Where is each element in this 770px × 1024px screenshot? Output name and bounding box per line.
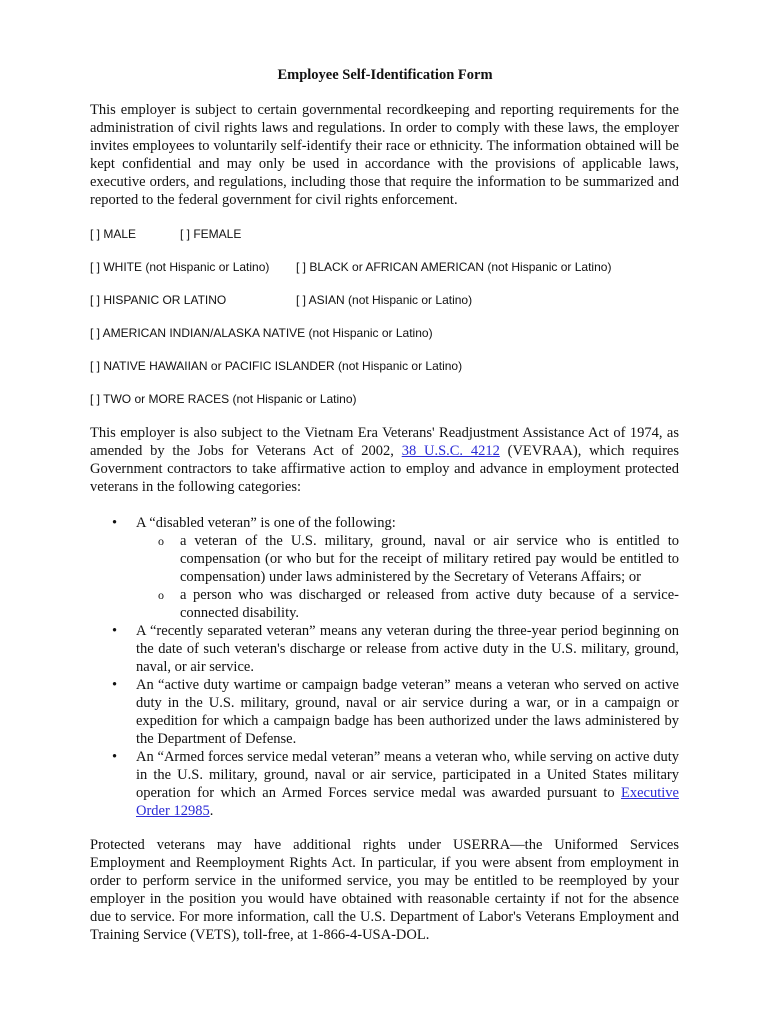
form-title: Employee Self-Identification Form <box>277 67 493 83</box>
disabled-veteran-text: A “disabled veteran” is one of the following: <box>136 515 396 531</box>
list-item-active-duty <box>90 676 679 748</box>
option-female[interactable]: [ ] FEMALE <box>180 227 242 241</box>
option-two-or-more[interactable]: [ ] TWO or MORE RACES (not Hispanic or Latino) <box>90 392 357 406</box>
sub-list-item <box>136 532 679 586</box>
veterans-intro-text-before: This employer is also subject to the Vietnam Era Veterans' Readjustment Assistance Act of 1974, as amended by the Jobs for Veterans Act of 2002, <box>90 425 679 460</box>
disabled-veteran-sublist <box>136 532 679 622</box>
circle-bullet-icon: o <box>158 534 164 548</box>
circle-bullet-icon: o <box>158 588 164 602</box>
option-asian[interactable]: [ ] ASIAN (not Hispanic or Latino) <box>296 293 473 307</box>
medal-veteran-text-before: An “Armed forces service medal veteran” means a veteran who, while serving on active duty in the U.S. military, ground, naval or air service, participated in a United States military operation for which an Armed Forces service medal was awarded pursuant to <box>136 749 679 801</box>
medal-veteran-text-after: . <box>209 803 214 819</box>
list-item-disabled-veteran <box>90 514 679 622</box>
option-american-indian[interactable]: [ ] AMERICAN INDIAN/ALASKA NATIVE (not Hispanic or Latino) <box>90 326 433 340</box>
bullet-icon: • <box>112 677 118 693</box>
list-item-recently-separated <box>90 622 679 676</box>
veterans-intro-text-after: (VEVRAA), which requires Government contractors to take affirmative action to employ and advance in employment protected veterans in the following categories: <box>90 443 679 496</box>
intro-paragraph: This employer is subject to certain governmental recordkeeping and reporting requirements for the administration of civil rights laws and regulations. In order to comply with these laws, the employer invites employees to voluntarily self-identify their race or ethnicity. The information obtained will be kept confidential and may only be used in accordance with the provisions of applicable laws, executive orders, and regulations, including those that require the information to be summarized and reported to the federal government for civil rights enforcement. <box>90 102 679 209</box>
option-native-hawaiian[interactable]: [ ] NATIVE HAWAIIAN or PACIFIC ISLANDER (not Hispanic or Latino) <box>90 359 463 373</box>
sub-list-item <box>136 586 679 622</box>
active-duty-text: An “active duty wartime or campaign badge veteran” means a veteran who served on active duty in the U.S. military, ground, naval or air service during a war, or in a campaign or expedition for which a campaign badge has been authorized under the laws administered by the Department of Defense. <box>136 677 679 747</box>
sub-item-text: a person who was discharged or released from active duty because of a service-connected disability. <box>180 587 679 621</box>
bullet-icon: • <box>112 749 118 765</box>
veteran-categories-list <box>90 514 679 820</box>
option-hispanic[interactable]: [ ] HISPANIC OR LATINO <box>90 293 227 307</box>
usc-4212-link[interactable]: 38 U.S.C. 4212 <box>401 443 500 460</box>
option-white[interactable]: [ ] WHITE (not Hispanic or Latino) <box>90 260 270 274</box>
bullet-icon: • <box>112 515 118 531</box>
sub-item-text: a veteran of the U.S. military, ground, naval or air service who is entitled to compensation (or who but for the receipt of military retired pay would be entitled to compensation) under laws administered by the Secretary of Veterans Affairs; or <box>180 533 679 585</box>
bullet-icon: • <box>112 623 118 639</box>
recently-separated-text: A “recently separated veteran” means any veteran during the three-year period beginning on the date of such veteran's discharge or release from active duty in the U.S. military, ground, naval, or air service. <box>136 623 679 675</box>
executive-order-link[interactable]: Executive Order 12985 <box>136 785 679 819</box>
userra-paragraph: Protected veterans may have additional rights under USERRA—the Uniformed Services Employment and Reemployment Rights Act. In particular, if you were absent from employment in order to perform service in the uniformed service, you may be entitled to be reemployed by your employer in the position you would have obtained with reasonable certainty if not for the absence due to service. For more information, call the U.S. Department of Labor's Veterans Employment and Training Service (VETS), toll-free, at 1-866-4-USA-DOL. <box>90 837 679 944</box>
option-black[interactable]: [ ] BLACK or AFRICAN AMERICAN (not Hispanic or Latino) <box>296 260 612 274</box>
veterans-intro-paragraph <box>90 424 679 496</box>
list-item-medal-veteran <box>90 748 679 820</box>
option-male[interactable]: [ ] MALE <box>90 227 137 241</box>
